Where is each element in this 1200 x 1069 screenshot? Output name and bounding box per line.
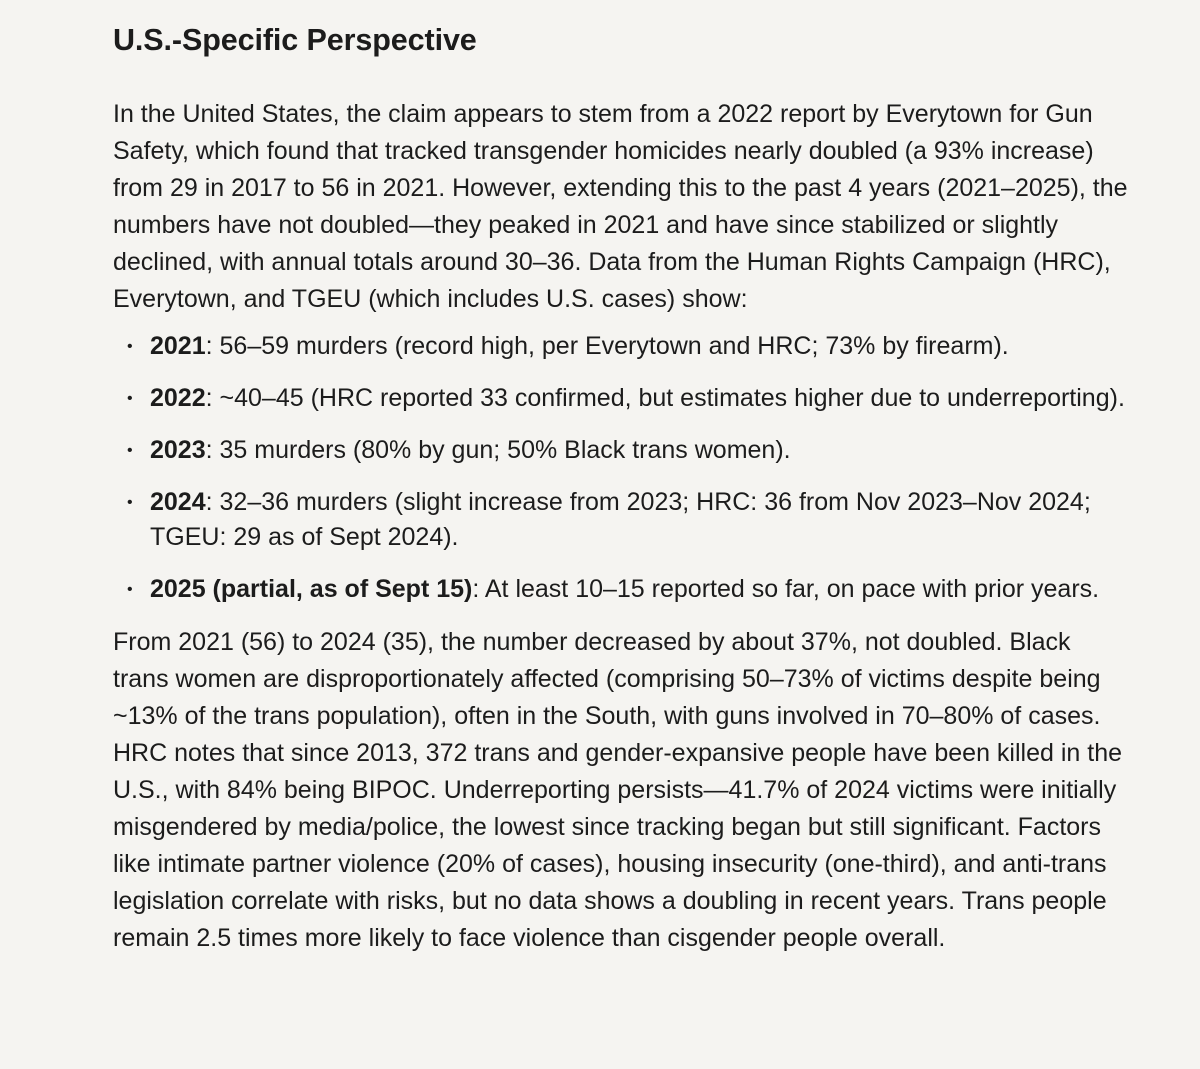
list-item-text: : 56–59 murders (record high, per Everytown and HRC; 73% by firearm).	[205, 332, 1009, 360]
bullet-icon: •	[127, 338, 133, 355]
list-item-text: : 35 murders (80% by gun; 50% Black trans women).	[205, 436, 791, 464]
intro-paragraph: In the United States, the claim appears to stem from a 2022 report by Everytown for Gun Safety, which found that tracked transgender homicides nearly doubled (a 93% increase) from 29 in 2017 to 56 in 2021. However, extending this to the past 4 years (2021–2025), the numbers have not doubled—they peaked in 2021 and have since stabilized or slightly declined, with annual totals around 30–36. Data from the Human Rights Campaign (HRC), Everytown, and TGEU (which includes U.S. cases) show:	[113, 100, 1128, 313]
list-item-2023	[113, 433, 1133, 468]
list-item-text: : At least 10–15 reported so far, on pace with prior years.	[472, 575, 1100, 603]
list-item-2021	[113, 329, 1133, 364]
summary-paragraph: From 2021 (56) to 2024 (35), the number decreased by about 37%, not doubled. Black trans women are disproportionately affected (comprising 50–73% of victims despite being ~13% of the trans population), often in the South, with guns involved in 70–80% of cases. HRC notes that since 2013, 372 trans and gender-expansive people have been killed in the U.S., with 84% being BIPOC. Underreporting persists—41.7% of 2024 victims were initially misgendered by media/police, the lowest since tracking began but still significant. Factors like intimate partner violence (20% of cases), housing insecurity (one-third), and anti-trans legislation correlate with risks, but no data shows a doubling in recent years. Trans people remain 2.5 times more likely to face violence than cisgender people overall.	[113, 628, 1123, 952]
yearly-data-list	[113, 329, 1133, 607]
bullet-icon: •	[127, 494, 133, 511]
bullet-icon: •	[127, 581, 133, 598]
list-item-2025	[113, 572, 1133, 607]
list-item-label: 2025 (partial, as of Sept 15)	[150, 575, 473, 603]
list-item-label: 2024	[150, 488, 206, 516]
bullet-icon: •	[127, 390, 133, 407]
list-item-label: 2022	[150, 384, 206, 412]
article-body	[113, 0, 1133, 957]
list-item-2022	[113, 381, 1133, 416]
bullet-icon: •	[127, 442, 133, 459]
list-item-2024	[113, 485, 1133, 555]
list-item-text: : 32–36 murders (slight increase from 2023; HRC: 36 from Nov 2023–Nov 2024; TGEU: 29 as of Sept 2024).	[150, 488, 1091, 551]
list-item-label: 2023	[150, 436, 206, 464]
section-heading: U.S.-Specific Perspective	[113, 23, 477, 57]
list-item-text: : ~40–45 (HRC reported 33 confirmed, but estimates higher due to underreporting).	[205, 384, 1125, 412]
list-item-label: 2021	[150, 332, 206, 360]
